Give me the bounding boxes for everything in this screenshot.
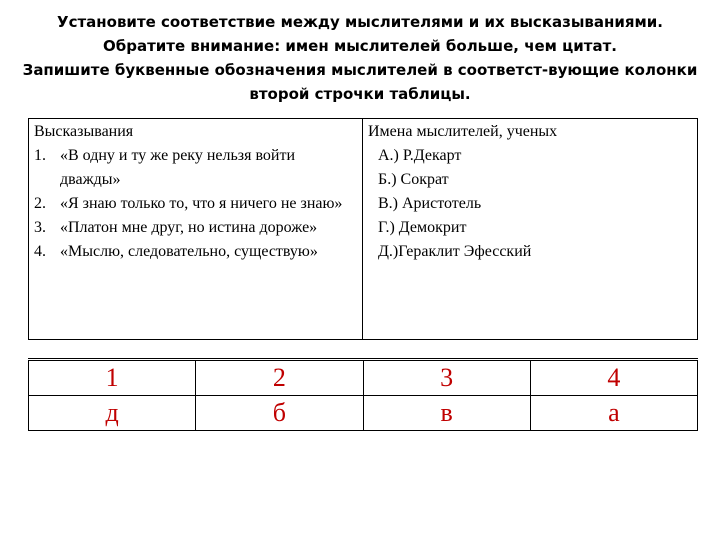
answer-numbers-row [29, 360, 698, 396]
name-item: Б.) Сократ [378, 171, 449, 188]
quote-item [34, 144, 362, 192]
names-column [363, 119, 697, 339]
name-item: Д.)Гераклит Эфесский [378, 243, 532, 260]
name-item: В.) Аристотель [378, 195, 482, 212]
answer-number-cell: 1 [29, 360, 196, 396]
heading-line-2: Обратите внимание: имен мыслителей больше, чем цитат. [103, 37, 617, 55]
quote-number: 4. [34, 243, 46, 260]
answer-letter-cell: д [29, 396, 196, 431]
quote-item [34, 216, 362, 240]
answer-letter-cell: а [530, 396, 697, 431]
quote-number: 1. [34, 147, 46, 164]
quote-number: 2. [34, 195, 46, 212]
quote-item [34, 240, 362, 264]
task-heading [20, 10, 700, 106]
quote-number: 3. [34, 219, 46, 236]
quote-text: «Мыслю, следовательно, существую» [60, 243, 318, 260]
answer-table [28, 358, 698, 431]
quotes-header: Высказывания [34, 123, 134, 140]
quote-text: «Платон мне друг, но истина дороже» [60, 219, 318, 236]
quote-text: «Я знаю только то, что я ничего не знаю» [60, 195, 343, 212]
answer-number-cell: 2 [196, 360, 363, 396]
answer-number-cell: 3 [363, 360, 530, 396]
quote-item [34, 192, 362, 216]
quote-text: «В одну и ту же реку нельзя войти дважды» [60, 147, 296, 188]
heading-line-1: Установите соответствие между мыслителями и их высказываниями. [57, 13, 663, 31]
heading-line-3: Запишите буквенные обозначения мыслителей в соответст-вующие колонки [22, 61, 698, 79]
name-item: Г.) Демокрит [378, 219, 467, 236]
answer-number-cell: 4 [530, 360, 697, 396]
heading-line-4: второй строчки таблицы. [249, 85, 471, 103]
answer-letter-cell: в [363, 396, 530, 431]
name-item: А.) Р.Декарт [378, 147, 462, 164]
answer-letter-cell: б [196, 396, 363, 431]
answer-letters-row [29, 396, 698, 431]
quotes-column [29, 119, 363, 339]
names-header: Имена мыслителей, ученых [368, 123, 558, 140]
matching-table [28, 118, 698, 340]
